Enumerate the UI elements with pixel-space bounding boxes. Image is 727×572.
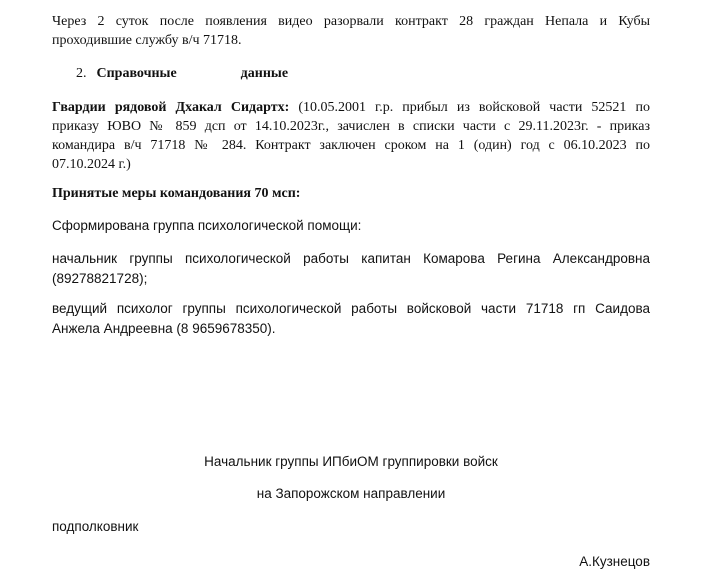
- person-line-4: 07.10.2024 г.): [52, 157, 131, 172]
- intro-line-2: проходившие службу в/ч 71718.: [52, 33, 242, 48]
- psych-member-2: [52, 299, 650, 339]
- signature-rank: подполковник: [52, 519, 139, 534]
- person-name: Гвардии рядовой Дхакал Сидартх:: [52, 100, 290, 115]
- person-line-3: командира в/ч 71718 № 284. Контракт заключен сроком на 1 (один) год с 06.10.2023 по: [52, 138, 650, 153]
- person-line-1: [52, 98, 650, 117]
- section-number: 2.: [76, 66, 87, 81]
- section-title-word-1: Справочные: [96, 66, 177, 81]
- signature-name: А.Кузнецов: [579, 554, 650, 569]
- measures-heading: Принятые меры командования 70 мсп:: [52, 186, 301, 201]
- person-line-2: приказу ЮВО № 859 дсп от 14.10.2023г., зачислен в списки части с 29.11.2023г. - приказ: [52, 119, 650, 134]
- person-paragraph: [52, 98, 650, 174]
- section-title-word-2: данные: [240, 66, 289, 81]
- psych-group-intro: Сформирована группа психологической помощи:: [52, 218, 362, 233]
- psych-member-1-line-2: (89278821728);: [52, 271, 148, 286]
- intro-paragraph: [52, 12, 650, 50]
- intro-line-1: Через 2 суток после появления видео разорвали контракт 28 граждан Непала и Кубы: [52, 14, 650, 29]
- psych-member-2-line-2: Анжела Андреевна (8 9659678350).: [52, 321, 276, 336]
- signature-position-line-1: Начальник группы ИПбиОМ группировки войск: [204, 454, 498, 469]
- signature-position-line-2: на Запорожском направлении: [256, 486, 446, 501]
- person-line-1-rest: (10.05.2001 г.р. прибыл из войсковой части 52521 по: [289, 100, 650, 115]
- psych-member-1: [52, 249, 650, 289]
- psych-member-2-line-1: ведущий психолог группы психологической работы войсковой части 71718 гп Саидова: [52, 301, 650, 316]
- section-heading: [76, 64, 288, 83]
- psych-member-1-line-1: начальник группы психологической работы капитан Комарова Регина Александровна: [52, 251, 650, 266]
